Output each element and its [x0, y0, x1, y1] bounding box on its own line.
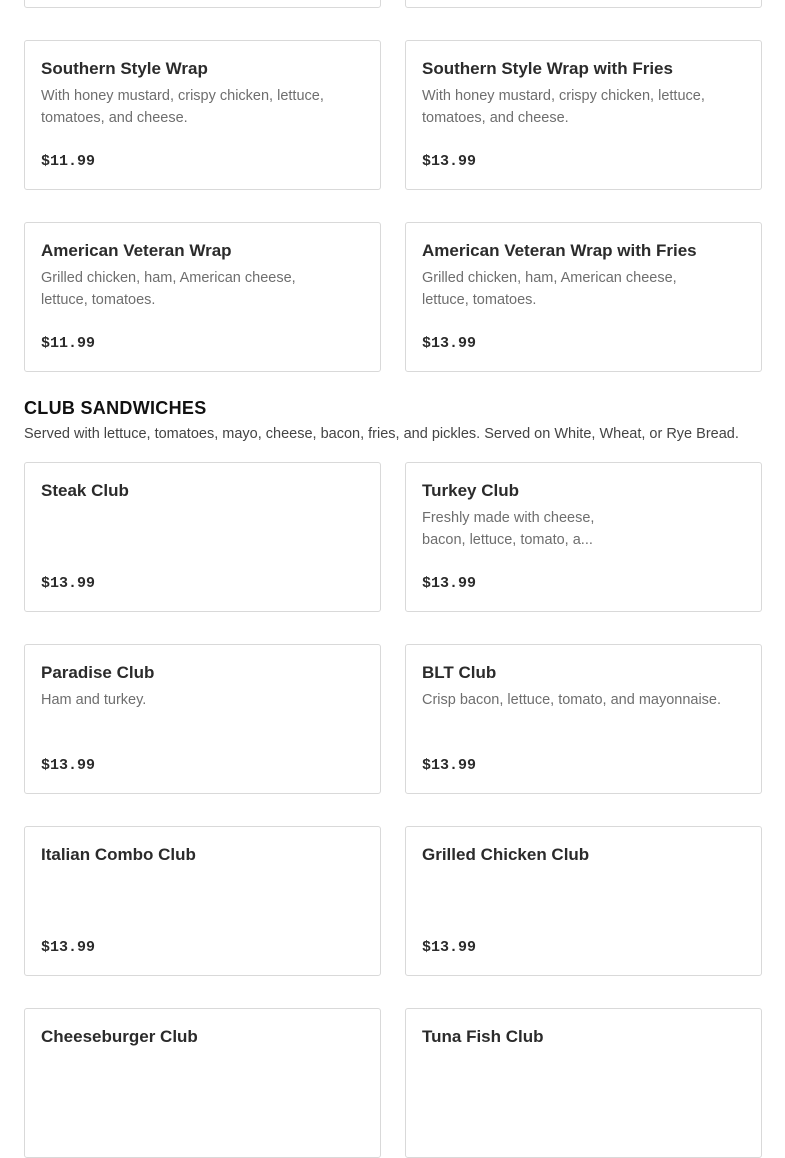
item-price: $13.99: [422, 575, 477, 592]
item-name: Grilled Chicken Club: [422, 845, 590, 864]
item-name: Tuna Fish Club: [422, 1027, 544, 1046]
menu-item-card[interactable]: [24, 1008, 381, 1158]
item-description: Grilled chicken, ham, American cheese, lettuce, tomatoes.: [41, 270, 296, 308]
item-name: Southern Style Wrap with Fries: [422, 59, 673, 78]
menu-item-card[interactable]: [24, 222, 381, 372]
menu-item-card[interactable]: [24, 644, 381, 794]
item-name: American Veteran Wrap with Fries: [422, 241, 697, 260]
menu-item-card[interactable]: [405, 644, 762, 794]
section-description: Served with lettuce, tomatoes, mayo, cheese, bacon, fries, and pickles. Served on White, Wheat, or Rye Bread.: [24, 426, 739, 442]
menu-item-card[interactable]: [405, 222, 762, 372]
menu-item-card[interactable]: [24, 826, 381, 976]
item-name: American Veteran Wrap: [41, 241, 232, 260]
item-name: Southern Style Wrap: [41, 59, 208, 78]
item-name: Italian Combo Club: [41, 845, 196, 864]
item-price: $13.99: [41, 757, 96, 774]
item-price: $11.99: [41, 335, 96, 352]
menu-item-card[interactable]: [24, 0, 381, 8]
item-price: $13.99: [422, 153, 477, 170]
item-price: $13.99: [422, 939, 477, 956]
item-price: $13.99: [422, 335, 477, 352]
menu-item-card[interactable]: [405, 40, 762, 190]
item-price: $11.99: [41, 153, 96, 170]
item-price: $13.99: [422, 757, 477, 774]
item-description: Freshly made with cheese, bacon, lettuce, tomato, a...: [422, 510, 595, 548]
item-price: $13.99: [41, 575, 96, 592]
item-description: Ham and turkey.: [41, 692, 147, 708]
item-name: Paradise Club: [41, 663, 155, 682]
item-description: Grilled chicken, ham, American cheese, lettuce, tomatoes.: [422, 270, 677, 308]
item-name: Cheeseburger Club: [41, 1027, 198, 1046]
item-description: With honey mustard, crispy chicken, lettuce, tomatoes, and cheese.: [41, 88, 324, 126]
item-name: Steak Club: [41, 481, 129, 500]
item-price: $13.99: [41, 939, 96, 956]
section-title: CLUB SANDWICHES: [24, 398, 207, 418]
menu-item-card[interactable]: [24, 40, 381, 190]
menu-item-card[interactable]: [24, 462, 381, 612]
item-description: With honey mustard, crispy chicken, lettuce, tomatoes, and cheese.: [422, 88, 705, 126]
menu-item-card[interactable]: [405, 1008, 762, 1158]
item-name: BLT Club: [422, 663, 497, 682]
menu-item-card[interactable]: [405, 462, 762, 612]
menu-item-card[interactable]: [405, 0, 762, 8]
item-name: Turkey Club: [422, 481, 519, 500]
menu-item-card[interactable]: [405, 826, 762, 976]
item-description: Crisp bacon, lettuce, tomato, and mayonnaise.: [422, 692, 722, 708]
